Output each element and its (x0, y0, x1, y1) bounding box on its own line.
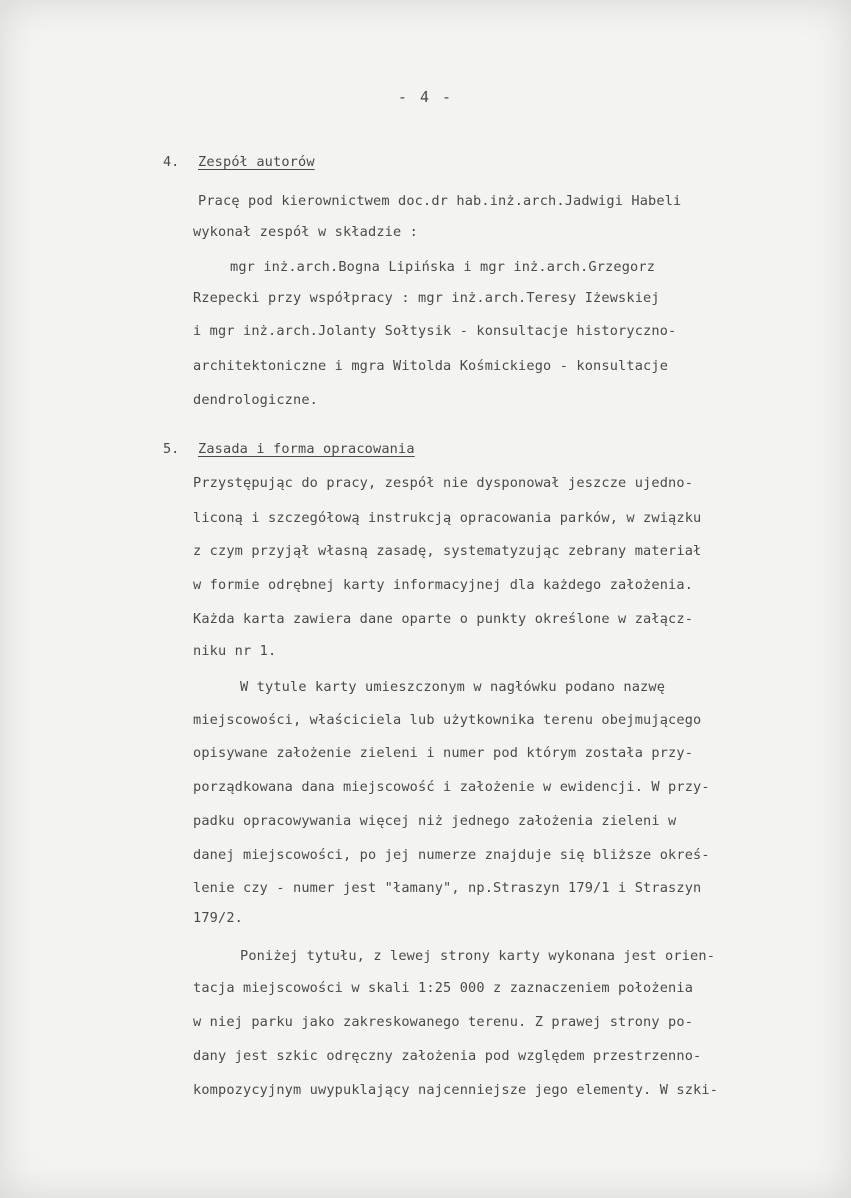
text-line: kompozycyjnym uwypuklający najcenniejsze jego elementy. W szki- (193, 1082, 719, 1098)
text-line: dany jest szkic odręczny założenia pod względem przestrzenno- (193, 1048, 702, 1064)
text-line: Pracę pod kierownictwem doc.dr hab.inż.arch.Jadwigi Habeli (198, 193, 682, 209)
text-line: w formie odrębnej karty informacyjnej dla każdego założenia. (193, 577, 694, 593)
text-line: padku opracowywania więcej niż jednego założenia zieleni w (193, 813, 677, 829)
text-line: Rzepecki przy współpracy : mgr inż.arch.Teresy Iżewskiej (193, 290, 660, 306)
text-line: architektoniczne i mgra Witolda Kośmickiego - konsultacje (193, 358, 669, 374)
text-line: W tytule karty umieszczonym w nagłówku podano nazwę (240, 679, 666, 695)
section-4-heading: Zespół autorów (198, 154, 315, 170)
text-line: w niej parku jako zakreskowanego terenu. Z prawej strony po- (193, 1014, 694, 1030)
text-line: lenie czy - numer jest "łamany", np.Straszyn 179/1 i Straszyn (193, 880, 702, 896)
text-line: i mgr inż.arch.Jolanty Sołtysik - konsultacje historyczno- (193, 323, 677, 339)
section-4-number: 4. (163, 154, 180, 170)
text-line: miejscowości, właściciela lub użytkownika terenu obejmującego (193, 712, 702, 728)
text-line: Każda karta zawiera dane oparte o punkty określone w załącz- (193, 611, 694, 627)
text-line: tacja miejscowości w skali 1:25 000 z zaznaczeniem położenia (193, 980, 694, 996)
text-line: danej miejscowości, po jej numerze znajduje się bliższe okreś- (193, 847, 710, 863)
text-line: dendrologiczne. (193, 392, 319, 408)
page-number: - 4 - (397, 88, 454, 106)
text-line: porządkowana dana miejscowość i założenie w ewidencji. W przy- (193, 779, 710, 795)
text-line: Przystępując do pracy, zespół nie dysponował jeszcze ujedno- (193, 475, 694, 491)
section-5-number: 5. (163, 441, 180, 457)
text-line: mgr inż.arch.Bogna Lipińska i mgr inż.arch.Grzegorz (230, 259, 656, 275)
text-line: 179/2. (193, 910, 244, 926)
text-line: Poniżej tytułu, z lewej strony karty wykonana jest orien- (240, 948, 716, 964)
text-line: wykonał zespół w składzie : (193, 224, 419, 240)
text-line: z czym przyjął własną zasadę, systematyzując zebrany materiał (193, 543, 702, 559)
text-line: liconą i szczegółową instrukcją opracowania parków, w związku (193, 510, 702, 526)
text-line: niku nr 1. (193, 643, 277, 659)
text-line: opisywane założenie zieleni i numer pod którym została przy- (193, 745, 694, 761)
section-5-heading: Zasada i forma opracowania (198, 441, 415, 457)
